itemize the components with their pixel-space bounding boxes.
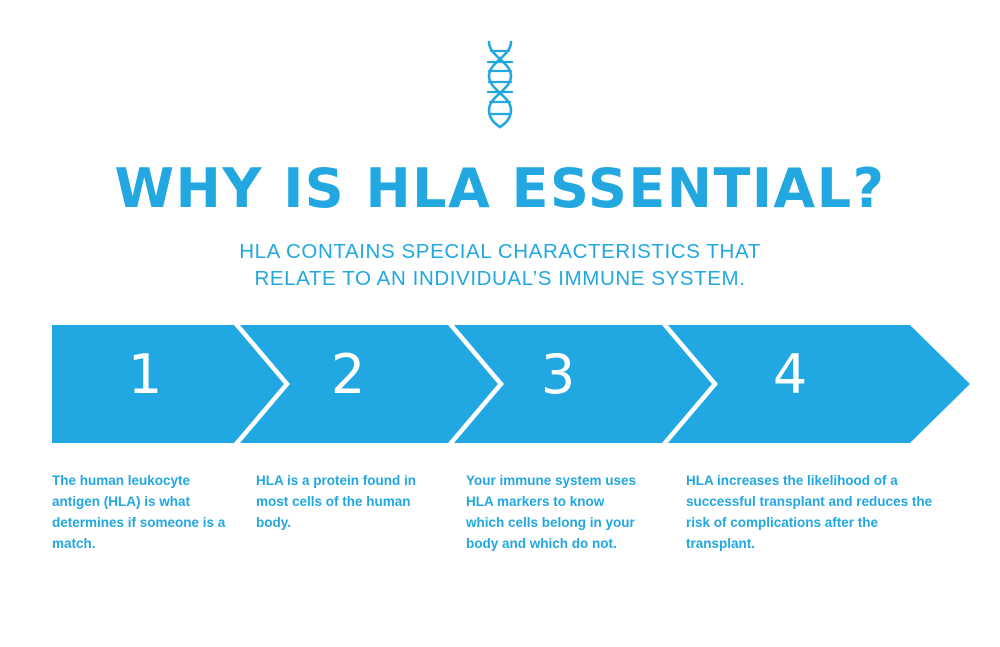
step-caption-4: HLA increases the likelihood of a successful transplant and reduces the risk of complications after the transplant. <box>686 473 933 551</box>
subtitle-line-2: RELATE TO AN INDIVIDUAL’S IMMUNE SYSTEM. <box>254 267 746 290</box>
subtitle-line-1: HLA CONTAINS SPECIAL CHARACTERISTICS THAT <box>239 240 761 263</box>
step-number-1: 1 <box>127 343 163 406</box>
page-title: WHY IS HLA ESSENTIAL? <box>114 157 886 220</box>
step-caption-1: The human leukocyte antigen (HLA) is what determines if someone is a match. <box>52 473 226 551</box>
step-number-3: 3 <box>540 343 576 406</box>
dna-icon <box>0 38 1000 135</box>
page-subtitle <box>0 238 1000 292</box>
step-caption-2: HLA is a protein found in most cells of the human body. <box>256 473 416 530</box>
step-caption-3: Your immune system uses HLA markers to know which cells belong in your body and which do not. <box>466 473 637 551</box>
step-number-4: 4 <box>772 343 808 406</box>
step-number-2: 2 <box>330 343 366 406</box>
